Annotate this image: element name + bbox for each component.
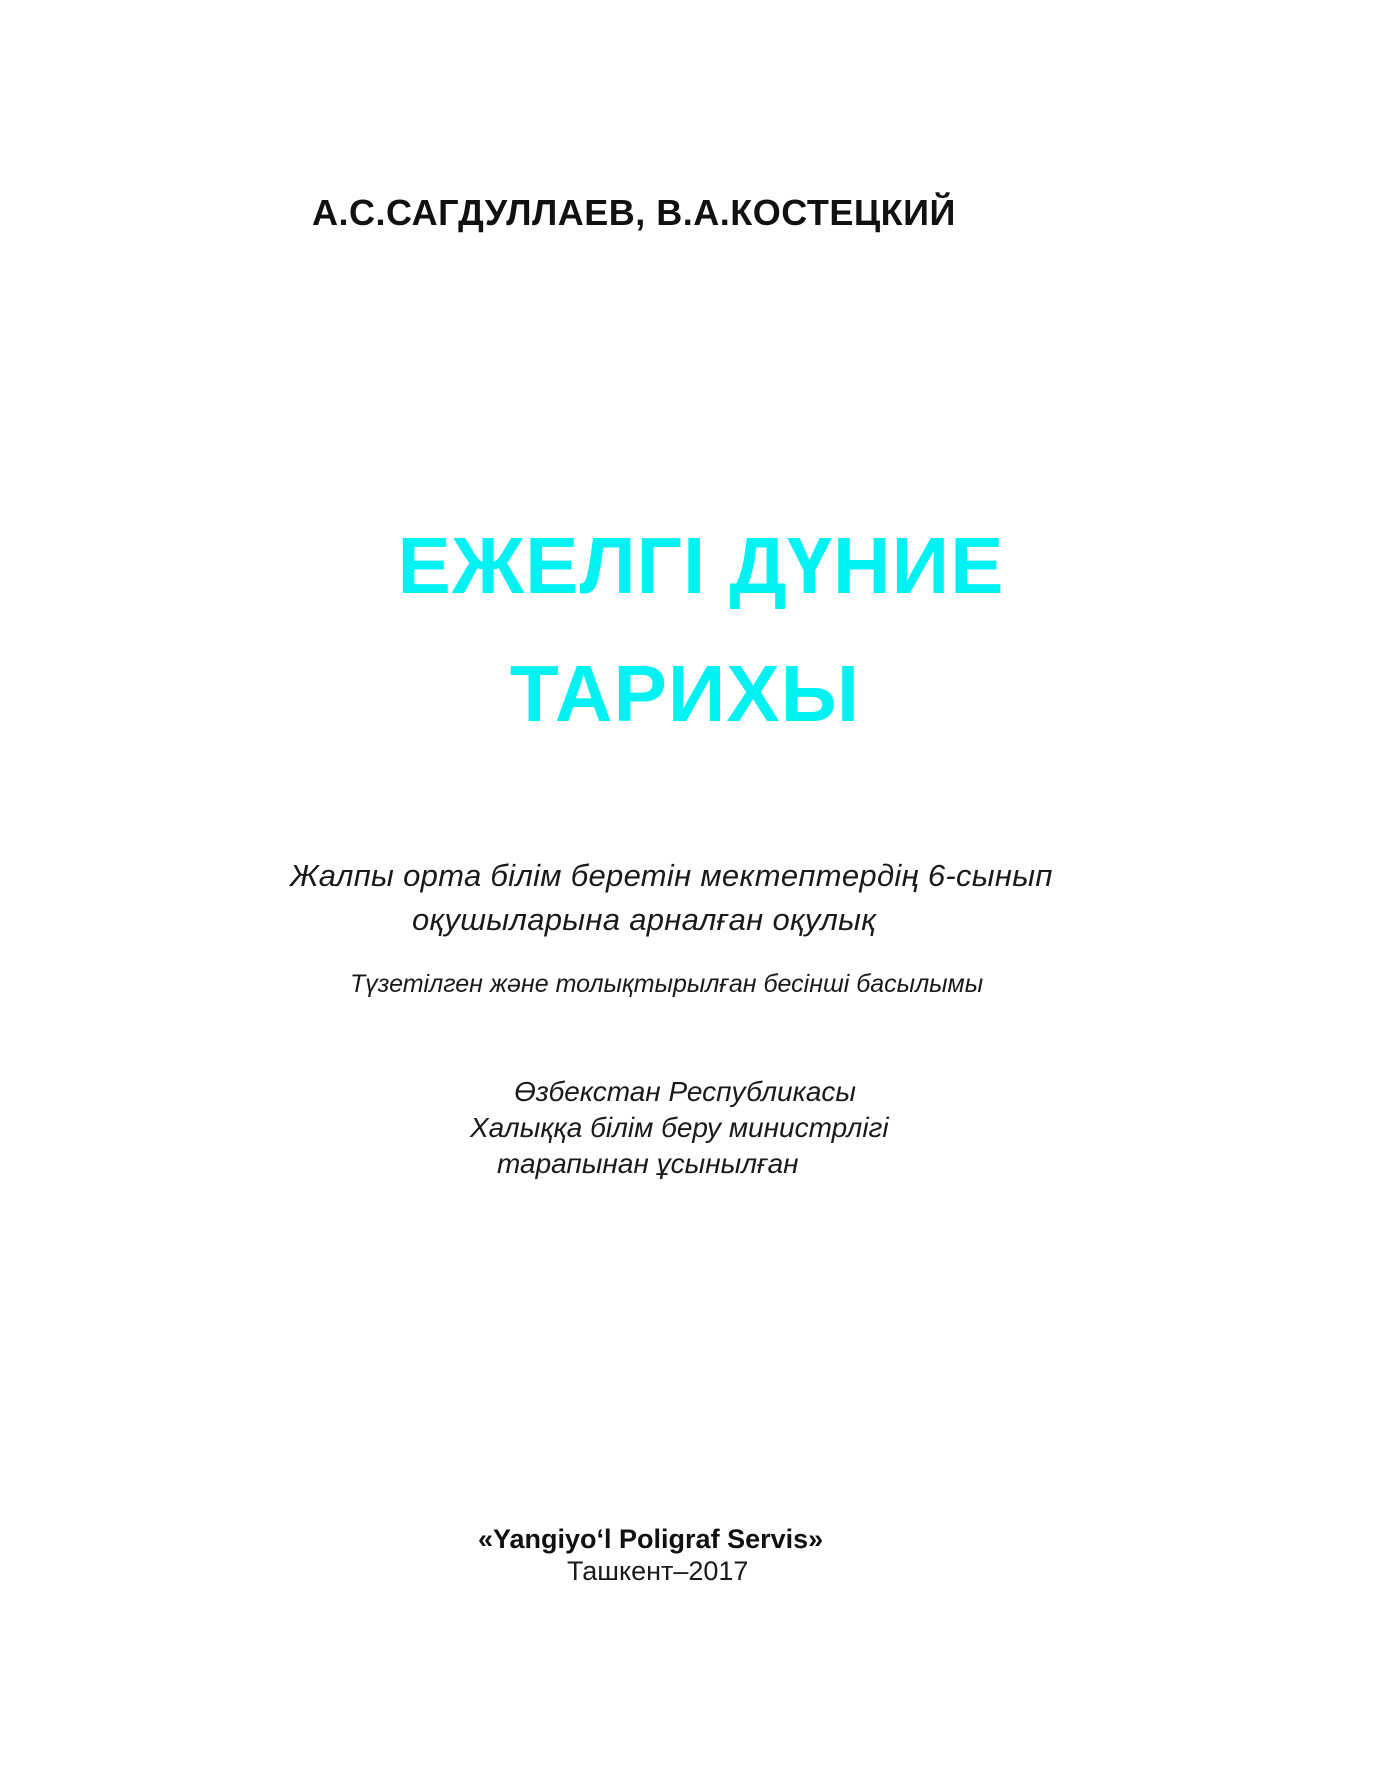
book-subtitle-line-1: Жалпы орта білім беретін мектептердің 6-сынып [290,858,1053,893]
approval-line-2: Халыққа білім беру министрлігі [470,1112,889,1143]
publisher-name: «Yangiyo‘l Poligraf Servis» [478,1524,824,1554]
edition-note: Түзетілген және толықтырылған бесінші басылымы [350,970,984,998]
approval-line-1: Өзбекстан Республикасы [514,1076,857,1107]
book-title-line-2: ТАРИХЫ [509,649,861,738]
book-authors: А.С.САГДУЛЛАЕВ, В.А.КОСТЕЦКИЙ [312,192,956,233]
book-subtitle-line-2: оқушыларына арналған оқулық [412,902,877,937]
book-title-line-1: ЕЖЕЛГІ ДҮНИЕ [397,521,1005,610]
publication-city-year: Ташкент–2017 [567,1556,749,1586]
approval-line-3: тарапынан ұсынылған [497,1148,799,1179]
